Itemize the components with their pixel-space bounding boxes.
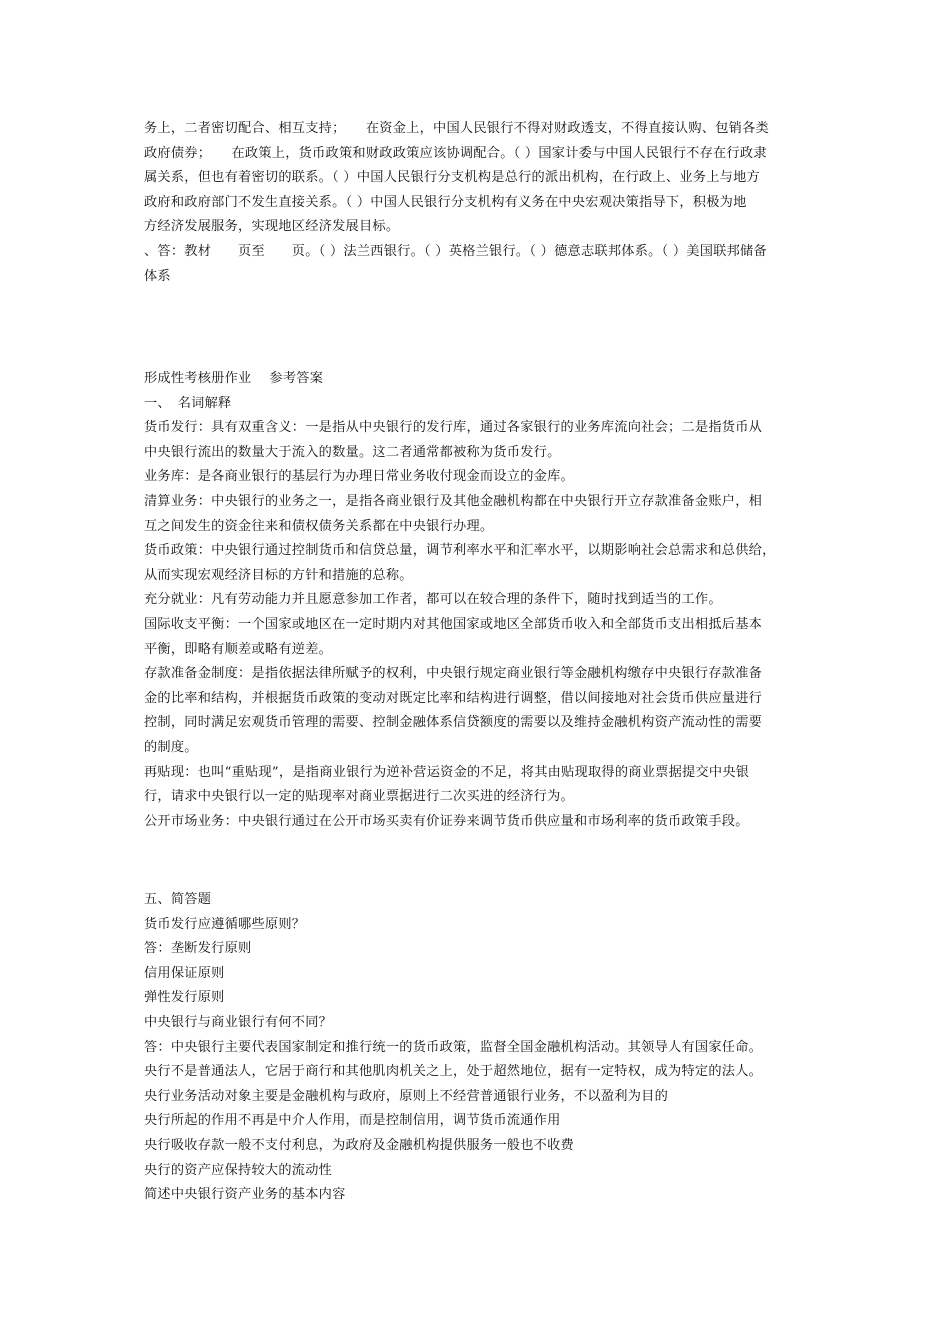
question-line: 货币发行应遵循哪些原则？ bbox=[144, 916, 306, 932]
definition-line: 从而实现宏观经济目标的方针和措施的总称。 bbox=[144, 567, 413, 583]
answer-line: 答：垄断发行原则 bbox=[144, 941, 252, 957]
answer-line: 答：中央银行主要代表国家制定和推行统一的货币政策，监督全国金融机构活动。其领导人有国家任命。 bbox=[144, 1039, 763, 1055]
section-heading: 五、简答题 bbox=[144, 892, 212, 907]
definition-line: 货币发行：具有双重含义：一是指从中央银行的发行库，通过各家银行的业务库流向社会；二是指货币从 bbox=[144, 420, 763, 436]
definition-line: 再贴现：也叫“重贴现”，是指商业银行为逆补营运资金的不足，将其由贴现取得的商业票据提交中央银 bbox=[144, 764, 750, 780]
text-line: 体系 bbox=[144, 268, 171, 284]
answer-line: 央行所起的作用不再是中介人作用，而是控制信用，调节货币流通作用 bbox=[144, 1113, 561, 1129]
definition-line: 控制，同时满足宏观货币管理的需要、控制金融体系信贷额度的需要以及维持金融机构资产流动性的需要 bbox=[144, 715, 763, 731]
definitions-section bbox=[144, 367, 816, 834]
definition-line: 金的比率和结构，并根据货币政策的变动对既定比率和结构进行调整，借以间接地对社会货币供应量进行 bbox=[144, 690, 763, 706]
text-line: 政府和政府部门不发生直接关系。（ ）中国人民银行分支机构有义务在中央宏观决策指导下，积极为地 bbox=[144, 194, 747, 210]
definition-line: 的制度。 bbox=[144, 739, 198, 755]
definition-line: 存款准备金制度：是指依据法律所赋予的权利，中央银行规定商业银行等金融机构缴存中央银行存款准备 bbox=[144, 666, 763, 682]
definition-line: 平衡，即略有顺差或略有逆差。 bbox=[144, 641, 333, 657]
intro-paragraph bbox=[144, 117, 816, 289]
subsection-heading: 一、 名词解释 bbox=[144, 395, 232, 411]
definition-line: 互之间发生的资金往来和债权债务关系都在中央银行办理。 bbox=[144, 518, 494, 534]
definition-line: 业务库：是各商业银行的基层行为办理日常业务收付现金而设立的金库。 bbox=[144, 469, 574, 485]
answer-line: 弹性发行原则 bbox=[144, 990, 225, 1006]
text-line: 方经济发展服务，实现地区经济发展目标。 bbox=[144, 219, 400, 235]
text-line: 、答：教材 页至 页。（ ）法兰西银行。（ ）英格兰银行。（ ）德意志联邦体系。（ ）美国联邦储备 bbox=[144, 243, 767, 259]
definition-line: 清算业务：中央银行的业务之一，是指各商业银行及其他金融机构都在中央银行开立存款准备金账户，相 bbox=[144, 493, 763, 509]
answer-line: 央行业务活动对象主要是金融机构与政府，原则上不经营普通银行业务，不以盈利为目的 bbox=[144, 1088, 669, 1104]
definition-line: 货币政策：中央银行通过控制货币和信贷总量，调节利率水平和汇率水平，以期影响社会总需求和总供给， bbox=[144, 543, 776, 559]
section-heading: 形成性考核册作业 参考答案 bbox=[144, 371, 324, 386]
definition-line: 行，请求中央银行以一定的贴现率对商业票据进行二次买进的经济行为。 bbox=[144, 789, 574, 805]
text-line: 政府债券； 在政策上，货币政策和财政政策应该协调配合。（ ）国家计委与中国人民银行不存在行政隶 bbox=[144, 145, 767, 161]
short-answer-section bbox=[144, 888, 816, 1208]
answer-line: 央行吸收存款一般不支付利息，为政府及金融机构提供服务一般也不收费 bbox=[144, 1137, 574, 1153]
definition-line: 国际收支平衡：一个国家或地区在一定时期内对其他国家或地区全部货币收入和全部货币支出相抵后基本 bbox=[144, 616, 763, 632]
text-line: 属关系，但也有着密切的联系。（ ）中国人民银行分支机构是总行的派出机构，在行政上、业务上与地方 bbox=[144, 170, 760, 186]
answer-line: 央行的资产应保持较大的流动性 bbox=[144, 1162, 333, 1178]
question-line: 简述中央银行资产业务的基本内容 bbox=[144, 1187, 346, 1203]
answer-line: 信用保证原则 bbox=[144, 965, 225, 981]
definition-line: 公开市场业务：中央银行通过在公开市场买卖有价证券来调节货币供应量和市场利率的货币政策手段。 bbox=[144, 813, 749, 829]
definition-line: 充分就业：凡有劳动能力并且愿意参加工作者，都可以在较合理的条件下，随时找到适当的工作。 bbox=[144, 592, 722, 608]
question-line: 中央银行与商业银行有何不同？ bbox=[144, 1014, 333, 1030]
text-line: 务上，二者密切配合、相互支持； 在资金上，中国人民银行不得对财政透支，不得直接认购、包销各类 bbox=[144, 121, 769, 136]
definition-line: 中央银行流出的数量大于流入的数量。这二者通常都被称为货币发行。 bbox=[144, 444, 561, 460]
answer-line: 央行不是普通法人，它居于商行和其他肌肉机关之上，处于超然地位，据有一定特权，成为特定的法人。 bbox=[144, 1064, 763, 1080]
